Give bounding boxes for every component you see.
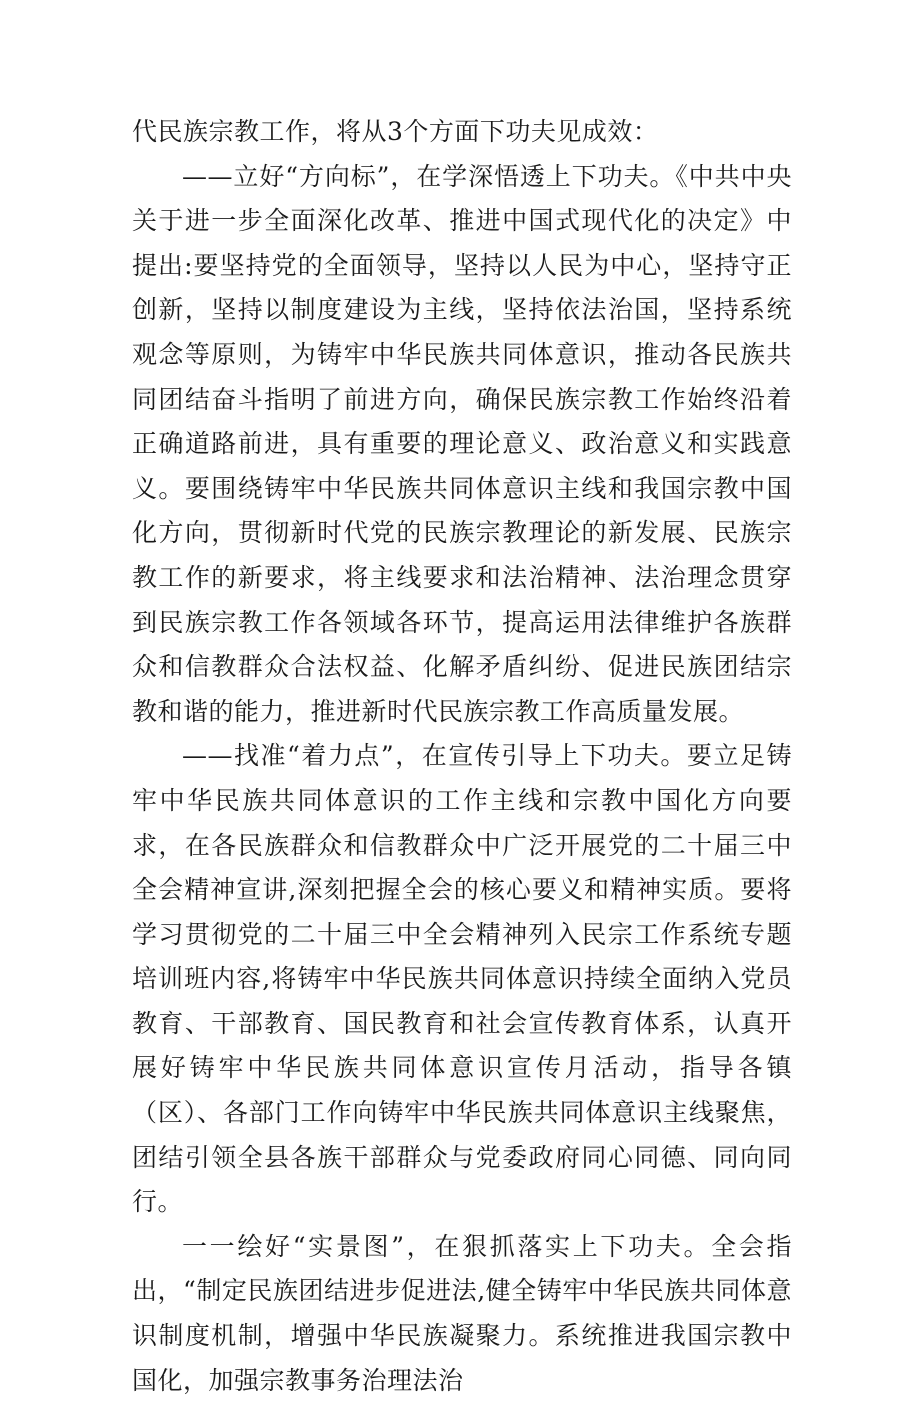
paragraph-intro: 代民族宗教工作，将从3个方面下功夫见成效： bbox=[132, 117, 659, 146]
document-body bbox=[132, 110, 792, 1403]
paragraph-focus-point: ——找准“着力点”，在宣传引导上下功夫。要立足铸牢中华民族共同体意识的工作主线和宗教中国化方向要求，在各民族群众和信教群众中广泛开展党的二十届三中全会精神宣讲,深刻把握全会的核心要义和精神实质。要将学习贯彻党的二十届三中全会精神列入民宗工作系统专题培训班内容,将铸牢中华民族共同体意识持续全面纳入党员教育、干部教育、国民教育和社会宣传教育体系，认真开展好铸牢中华民族共同体意识宣传月活动，指导各镇（区）、各部门工作向铸牢中华民族共同体意识主线聚焦，团结引领全县各族干部群众与党委政府同心同德、同向同行。 bbox=[132, 741, 792, 1217]
paragraph-real-picture: 一一绘好“实景图”，在狠抓落实上下功夫。全会指出，“制定民族团结进步促进法,健全铸牢中华民族共同体意识制度机制，增强中华民族凝聚力。系统推进我国宗教中国化，加强宗教事务治理法治 bbox=[132, 1231, 792, 1395]
paragraph-direction-marker: ——立好“方向标”，在学深悟透上下功夫。《中共中央关于进一步全面深化改革、推进中国式现代化的决定》中提出:要坚持党的全面领导，坚持以人民为中心，坚持守正创新，坚持以制度建设为主线，坚持依法治国，坚持系统观念等原则，为铸牢中华民族共同体意识，推动各民族共同团结奋斗指明了前进方向，确保民族宗教工作始终沿着正确道路前进，具有重要的理论意义、政治意义和实践意义。要围绕铸牢中华民族共同体意识主线和我国宗教中国化方向，贯彻新时代党的民族宗教理论的新发展、民族宗教工作的新要求，将主线要求和法治精神、法治理念贯穿到民族宗教工作各领域各环节，提高运用法律维护各族群众和信教群众合法权益、化解矛盾纠纷、促进民族团结宗教和谐的能力，推进新时代民族宗教工作高质量发展。 bbox=[132, 161, 792, 726]
